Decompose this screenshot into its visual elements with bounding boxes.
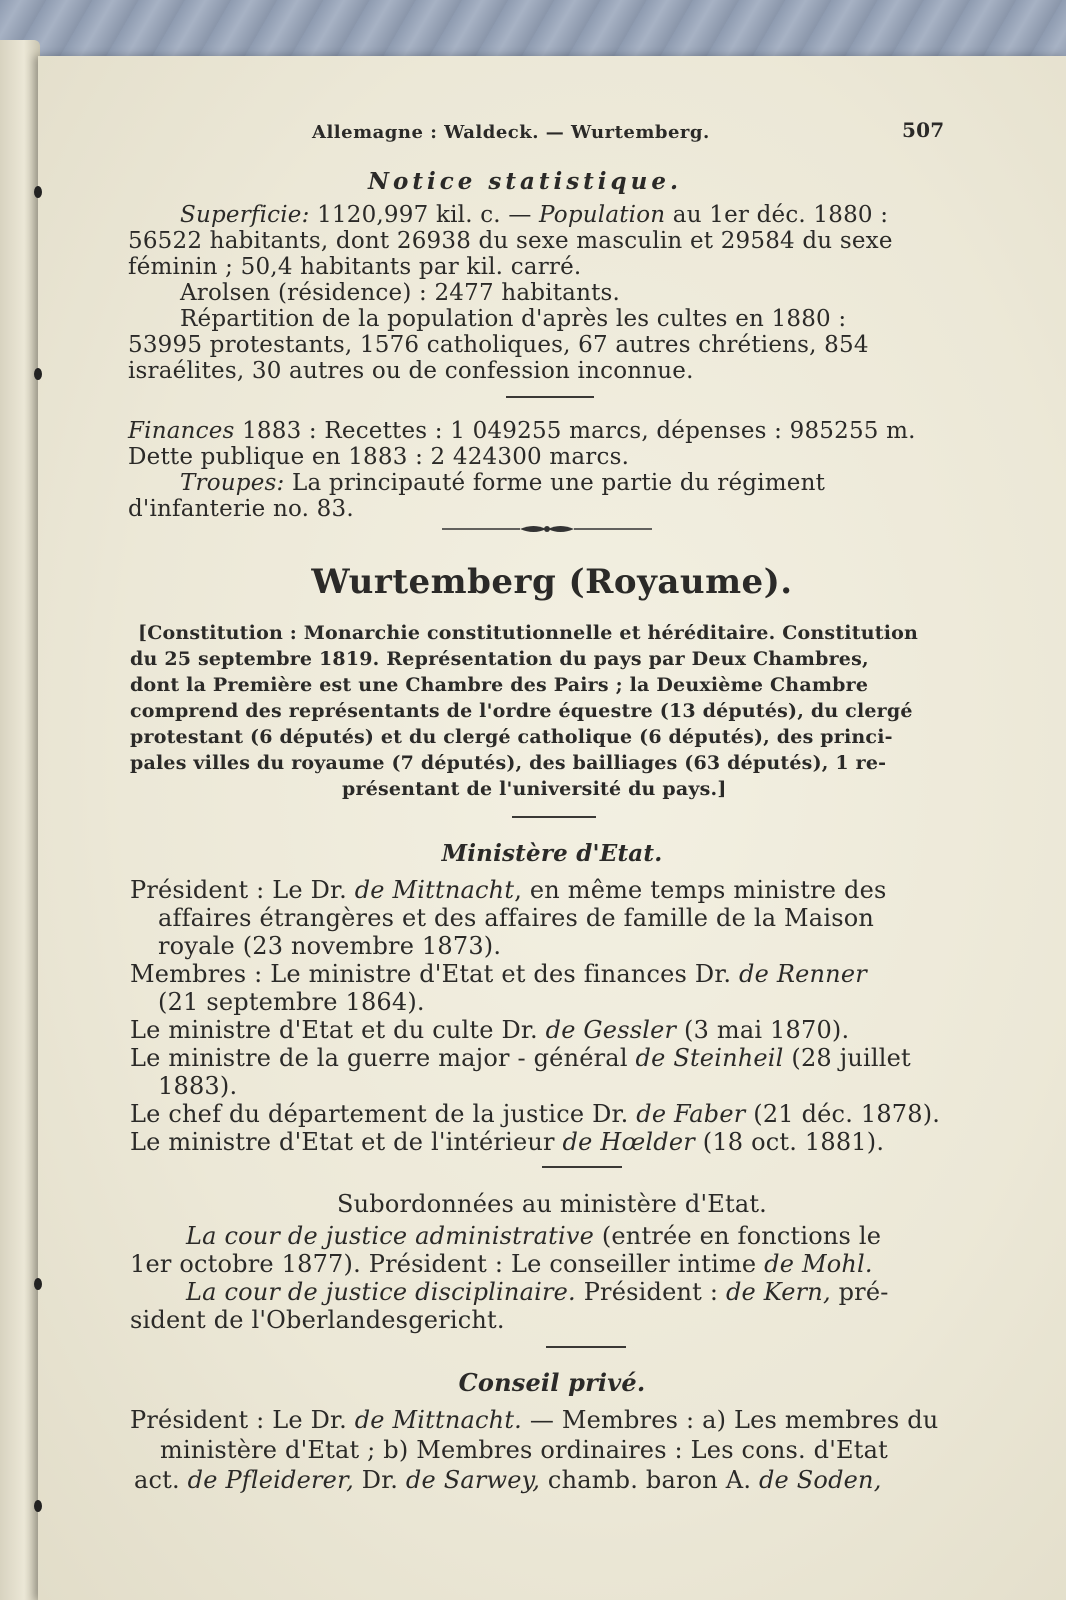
- conseil-line-3: act. de Pfleiderer, Dr. de Sarwey, chamb. baron A. de Soden,: [134, 1466, 882, 1494]
- binding-mark: [34, 1278, 42, 1290]
- conseil-line-1: Président : Le Dr. de Mittnacht. — Membres : a) Les membres du: [130, 1406, 939, 1434]
- culte-line: Le ministre d'Etat et du culte Dr. de Gessler (3 mai 1870).: [130, 1016, 850, 1044]
- membres-line-2: (21 septembre 1864).: [158, 988, 425, 1016]
- facing-page-edge: [0, 40, 40, 1600]
- constitution-line-3: dont la Première est une Chambre des Pairs ; la Deuxième Chambre: [130, 674, 869, 696]
- cour-disc-line-2: sident de l'Oberlandesgericht.: [130, 1306, 505, 1334]
- running-header: Allemagne : Waldeck. — Wurtemberg.: [312, 122, 710, 143]
- conseil-heading: Conseil privé.: [458, 1368, 646, 1397]
- superficie-line-2: 56522 habitants, dont 26938 du sexe masculin et 29584 du sexe: [128, 228, 893, 254]
- finances-line-1: Finances 1883 : Recettes : 1 049255 marcs, dépenses : 985255 m.: [128, 418, 916, 444]
- president-line-2: affaires étrangères et des affaires de famille de la Maison: [158, 904, 875, 932]
- constitution-line-1: [Constitution : Monarchie constitutionnelle et héréditaire. Constitution: [138, 622, 918, 644]
- ornament-divider: [442, 522, 652, 536]
- repartition-line-3: israélites, 30 autres ou de confession inconnue.: [128, 358, 694, 384]
- arolsen-line: Arolsen (résidence) : 2477 habitants.: [180, 280, 621, 306]
- notice-heading: Notice statistique.: [368, 168, 682, 195]
- justice-line: Le chef du département de la justice Dr. de Faber (21 déc. 1878).: [130, 1100, 941, 1128]
- cour-admin-line-1: La cour de justice administrative (entrée en fonctions le: [186, 1222, 882, 1250]
- ministere-heading: Ministère d'Etat.: [441, 840, 663, 867]
- binding-mark: [34, 186, 42, 198]
- repartition-line-1: Répartition de la population d'après les cultes en 1880 :: [180, 306, 847, 332]
- constitution-line-5: protestant (6 députés) et du clergé catholique (6 députés), des princi-: [130, 726, 893, 748]
- constitution-line-7: présentant de l'université du pays.]: [342, 778, 727, 800]
- section-rule: [542, 1166, 622, 1168]
- binding-mark: [34, 1500, 42, 1512]
- book-page: [38, 56, 1066, 1600]
- cour-disc-line-1: La cour de justice disciplinaire. Président : de Kern, pré-: [186, 1278, 889, 1306]
- troupes-line-1: Troupes: La principauté forme une partie du régiment: [180, 470, 826, 496]
- subordonnees-heading: Subordonnées au ministère d'Etat.: [337, 1190, 767, 1218]
- membres-line-1: Membres : Le ministre d'Etat et des finances Dr. de Renner: [130, 960, 867, 988]
- troupes-line-2: d'infanterie no. 83.: [128, 496, 354, 522]
- section-rule: [506, 396, 594, 398]
- superficie-line: Superficie: 1120,997 kil. c. — Population au 1er déc. 1880 :: [180, 202, 889, 228]
- guerre-line-1: Le ministre de la guerre major - général de Steinheil (28 juillet: [130, 1044, 911, 1072]
- guerre-line-2: 1883).: [158, 1072, 238, 1100]
- interieur-line: Le ministre d'Etat et de l'intérieur de Hœlder (18 oct. 1881).: [130, 1128, 885, 1156]
- president-line-1: Président : Le Dr. de Mittnacht, en même temps ministre des: [130, 876, 887, 904]
- constitution-line-6: pales villes du royaume (7 députés), des bailliages (63 députés), 1 re-: [130, 752, 887, 774]
- constitution-line-2: du 25 septembre 1819. Représentation du pays par Deux Chambres,: [130, 648, 869, 670]
- section-rule: [512, 816, 596, 818]
- page-number: 507: [902, 118, 945, 142]
- finances-line-2: Dette publique en 1883 : 2 424300 marcs.: [128, 444, 630, 470]
- section-rule: [546, 1346, 626, 1348]
- conseil-line-2: ministère d'Etat ; b) Membres ordinaires : Les cons. d'Etat: [160, 1436, 888, 1464]
- cour-admin-line-2: 1er octobre 1877). Président : Le conseiller intime de Mohl.: [130, 1250, 873, 1278]
- president-line-3: royale (23 novembre 1873).: [158, 932, 502, 960]
- binding-mark: [34, 368, 42, 380]
- repartition-line-2: 53995 protestants, 1576 catholiques, 67 autres chrétiens, 854: [128, 332, 869, 358]
- kingdom-title: Wurtemberg (Royaume).: [311, 562, 793, 602]
- constitution-line-4: comprend des représentants de l'ordre équestre (13 députés), du clergé: [130, 700, 913, 722]
- superficie-line-3: féminin ; 50,4 habitants par kil. carré.: [128, 254, 582, 280]
